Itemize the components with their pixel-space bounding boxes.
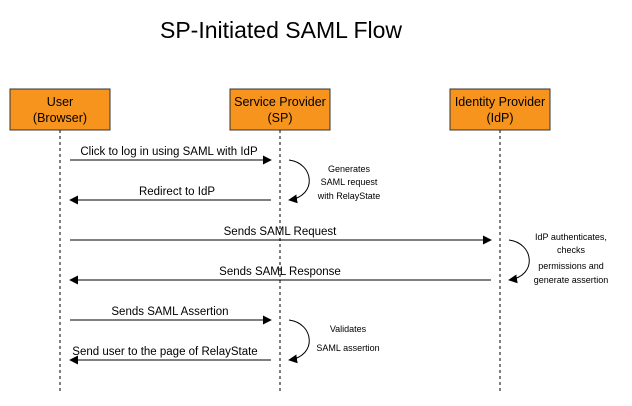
note-3 [316, 324, 379, 353]
actor-idp-subtitle: (IdP) [486, 111, 514, 125]
actor-user-subtitle: (Browser) [32, 111, 88, 125]
note-2-line-4: generate assertion [533, 275, 609, 285]
sp-self-arrow-2 [289, 320, 309, 360]
sp-self-arrow-1 [289, 160, 309, 200]
note-1-line-3: with RelayState [317, 191, 381, 201]
actor-user-name: User [46, 95, 74, 109]
idp-self-arrow [509, 240, 529, 280]
note-2-line-3: permissions and [538, 261, 604, 271]
note-1 [317, 164, 381, 201]
message-4 [70, 266, 491, 280]
message-6-label: Send user to the page of RelayState [72, 346, 258, 358]
message-3 [70, 226, 491, 240]
actor-sp-name: Service Provider [234, 95, 326, 109]
diagram-title: SP-Initiated SAML Flow [159, 17, 403, 43]
actor-sp [230, 89, 330, 130]
note-1-line-1: Generates [327, 164, 371, 174]
actor-idp-name: Identity Provider [454, 95, 546, 109]
message-6 [70, 346, 271, 360]
message-1 [70, 146, 271, 160]
message-1-label: Click to log in using SAML with IdP [80, 146, 258, 158]
message-5 [70, 306, 271, 320]
note-3-line-2: SAML assertion [316, 343, 380, 353]
note-3-line-1: Validates [329, 324, 367, 334]
actor-user [10, 89, 110, 130]
actor-sp-subtitle: (SP) [267, 111, 293, 125]
message-2 [70, 186, 271, 200]
note-1-line-2: SAML request [320, 177, 378, 187]
actor-idp [450, 89, 550, 130]
note-2-line-2: checks [556, 245, 586, 255]
message-4-label: Sends SAML Response [219, 266, 341, 278]
message-5-label: Sends SAML Assertion [111, 306, 229, 318]
note-2 [534, 232, 609, 285]
message-2-label: Redirect to IdP [138, 186, 216, 198]
message-3-label: Sends SAML Request [223, 226, 337, 238]
note-2-line-1: IdP authenticates, [535, 232, 607, 242]
